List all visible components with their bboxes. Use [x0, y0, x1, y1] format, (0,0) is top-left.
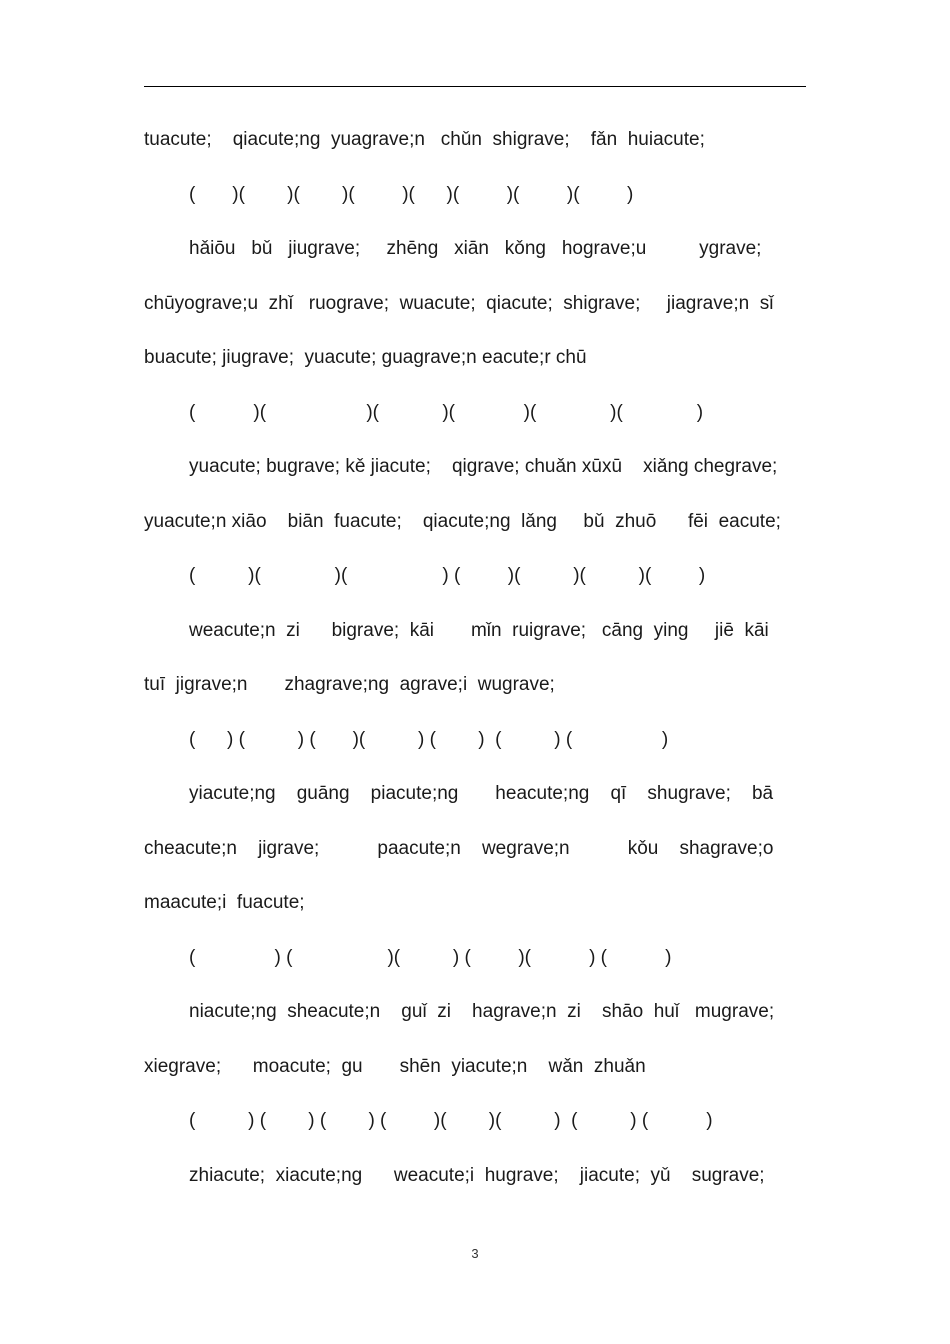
pinyin-line: cheacute;n jigrave; paacute;n wegrave;n kǒu shagrave;o: [144, 837, 774, 859]
pinyin-line: hǎiōu bǔ jiugrave; zhēng xiān kǒng hograve;u ygrave;: [189, 238, 762, 259]
answer-blank-line: ( ) ( ) ( )( ) ( ) ( ) ( ): [189, 728, 669, 750]
pinyin-line: weacute;n zi bigrave; kāi mǐn ruigrave; cāng ying jiē kāi: [189, 619, 769, 641]
page-number: 3: [471, 1246, 479, 1261]
pinyin-line: zhiacute; xiacute;ng weacute;i hugrave; jiacute; yǔ sugrave;: [189, 1164, 765, 1186]
exercise-body: [144, 113, 806, 1203]
pinyin-line: yiacute;ng guāng piacute;ng heacute;ng qī shugrave; bā: [189, 783, 774, 804]
pinyin-line: chūyograve;u zhǐ ruograve; wuacute; qiacute; shigrave; jiagrave;n sǐ: [144, 292, 774, 314]
pinyin-line: tuacute; qiacute;ng yuagrave;n chǔn shigrave; fǎn huiacute;: [144, 129, 705, 150]
pinyin-line: niacute;ng sheacute;n guǐ zi hagrave;n zi shāo huǐ mugrave;: [189, 1001, 775, 1022]
answer-blank-line: ( ) ( ) ( ) ( )( )( ) ( ) ( ): [189, 1110, 713, 1131]
pinyin-line: maacute;i fuacute;: [144, 892, 305, 913]
answer-blank-line: ( )( )( )( )( )( ): [189, 401, 704, 423]
pinyin-line: yuacute; bugrave; kě jiacute; qigrave; chuǎn xūxū xiǎng chegrave;: [189, 456, 778, 477]
pinyin-line: yuacute;n xiāo biān fuacute; qiacute;ng lǎng bǔ zhuō fēi eacute;: [144, 510, 781, 532]
pinyin-line: tuī jigrave;n zhagrave;ng agrave;i wugrave;: [144, 674, 555, 695]
answer-blank-line: ( )( )( ) ( )( )( )( ): [189, 565, 706, 586]
header-rule: [144, 86, 806, 87]
answer-blank-line: ( ) ( )( ) ( )( ) ( ): [189, 946, 672, 968]
pinyin-line: buacute; jiugrave; yuacute; guagrave;n eacute;r chū: [144, 347, 587, 368]
pinyin-line: xiegrave; moacute; gu shēn yiacute;n wǎn zhuǎn: [144, 1055, 646, 1077]
answer-blank-line: ( )( )( )( )( )( )( )( ): [189, 183, 634, 205]
